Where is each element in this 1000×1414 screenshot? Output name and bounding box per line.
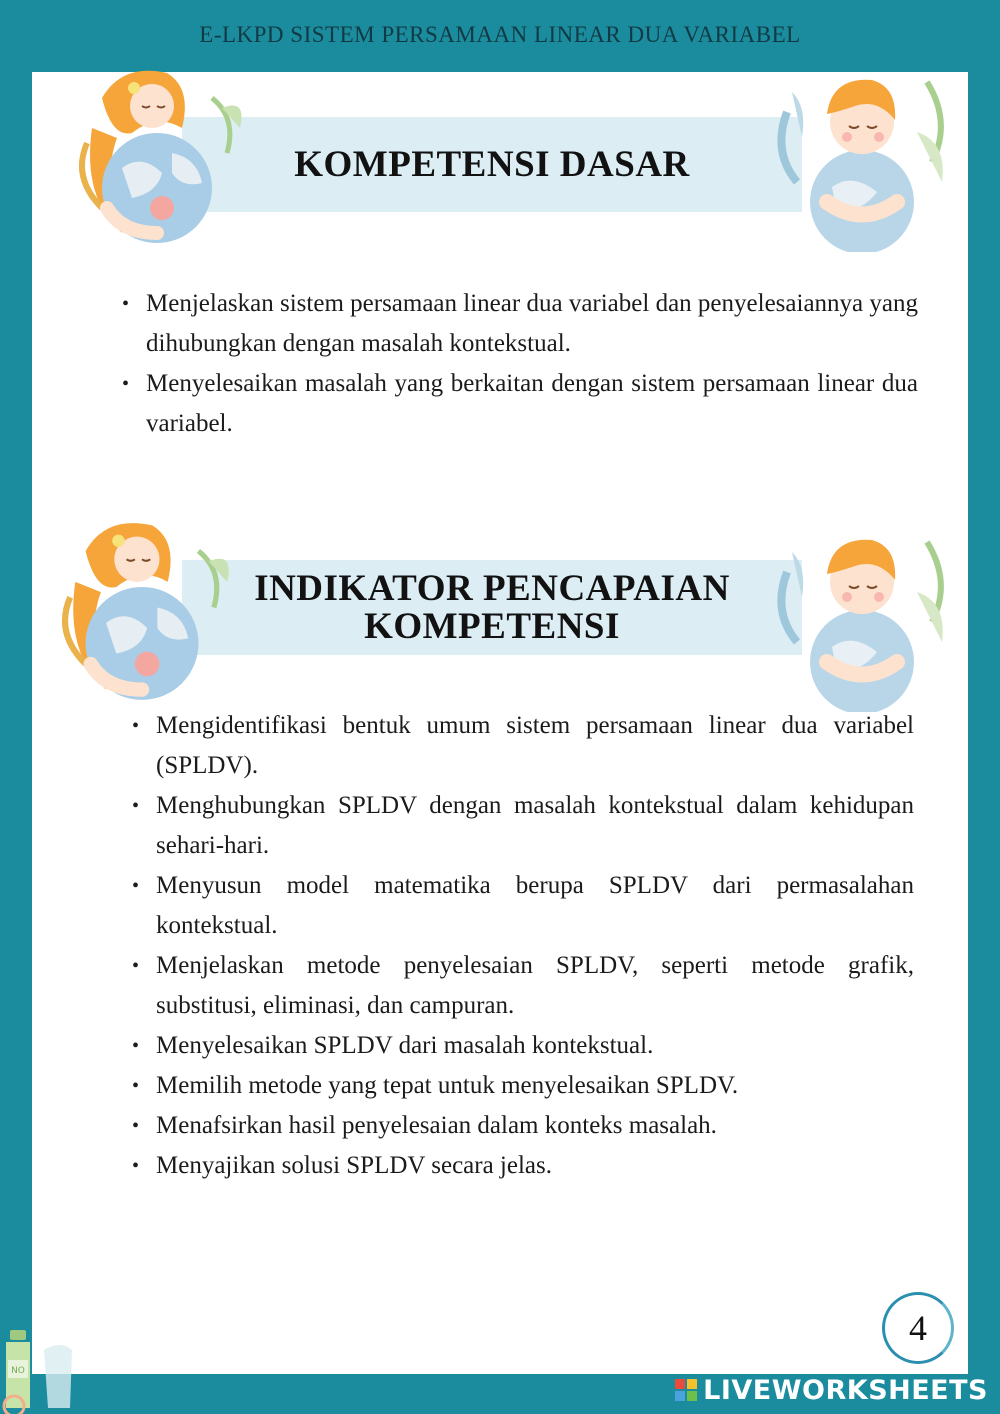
liveworksheets-logo-icon <box>675 1379 697 1401</box>
section-heading-ipk-line1: INDIKATOR PENCAPAIAN <box>254 567 730 609</box>
bottle-icon <box>0 1320 85 1414</box>
kompetensi-dasar-list <box>114 284 918 444</box>
banner-kompetensi-dasar <box>182 117 802 212</box>
girl-hugging-earth-icon <box>62 58 252 248</box>
boy-hugging-earth-icon <box>767 52 957 252</box>
boy-hugging-earth-icon <box>767 512 957 712</box>
section-heading-kd: KOMPETENSI DASAR <box>294 144 690 185</box>
bottle-label: NO <box>11 1366 25 1376</box>
section-heading-ipk-line2: KOMPETENSI <box>364 605 620 647</box>
indikator-list <box>124 706 914 1186</box>
liveworksheets-brand[interactable] <box>675 1374 988 1406</box>
page-number: 4 <box>882 1292 954 1364</box>
list-item: • Menyusun model matematika berupa SPLDV dari permasalahan kontekstual. <box>124 866 914 946</box>
brand-name: LIVEWORKSHEETS <box>703 1374 988 1406</box>
list-item: • Memilih metode yang tepat untuk menyelesaikan SPLDV. <box>124 1066 914 1106</box>
list-item: • Mengidentifikasi bentuk umum sistem persamaan linear dua variabel (SPLDV). <box>124 706 914 786</box>
list-item: • Menghubungkan SPLDV dengan masalah kontekstual dalam kehidupan sehari-hari. <box>124 786 914 866</box>
list-item: • Menafsirkan hasil penyelesaian dalam konteks masalah. <box>124 1106 914 1146</box>
girl-hugging-earth-icon <box>42 510 242 705</box>
list-item: • Menjelaskan sistem persamaan linear dua variabel dan penyelesaiannya yang dihubungkan dengan masalah kontekstual. <box>114 284 918 364</box>
list-item: • Menyelesaikan masalah yang berkaitan dengan sistem persamaan linear dua variabel. <box>114 364 918 444</box>
page-sheet <box>32 72 968 1374</box>
list-item: • Menjelaskan metode penyelesaian SPLDV, seperti metode grafik, substitusi, eliminasi, dan campuran. <box>124 946 914 1026</box>
banner-indikator-pencapaian <box>182 560 802 655</box>
list-item: • Menyelesaikan SPLDV dari masalah kontekstual. <box>124 1026 914 1066</box>
document-header-title: E-LKPD SISTEM PERSAMAAN LINEAR DUA VARIABEL <box>199 22 801 47</box>
list-item: • Menyajikan solusi SPLDV secara jelas. <box>124 1146 914 1186</box>
